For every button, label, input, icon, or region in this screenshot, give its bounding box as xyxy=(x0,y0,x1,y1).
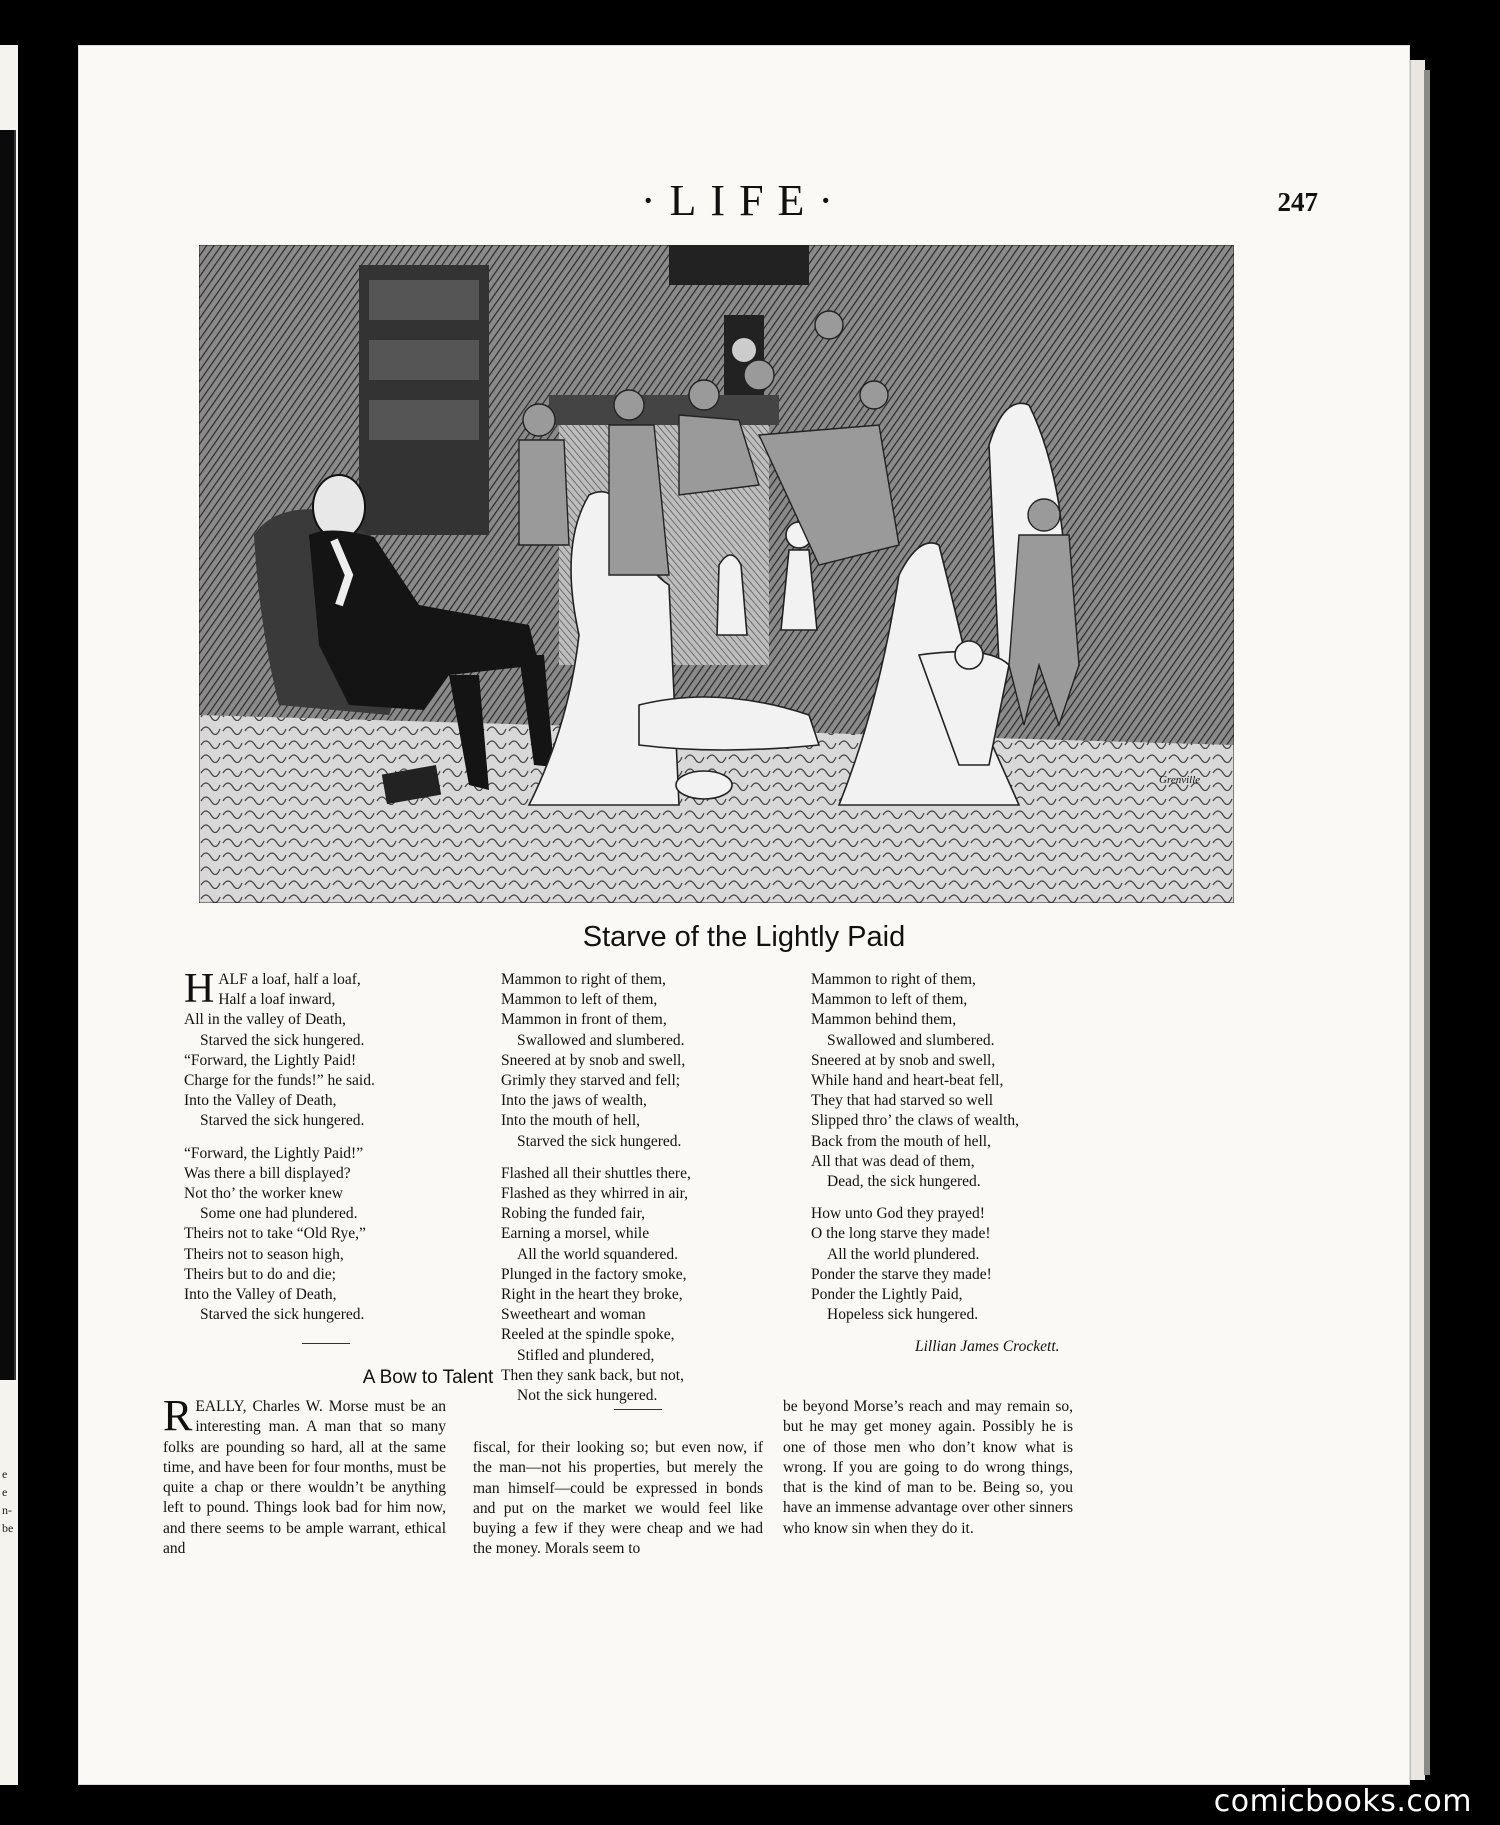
adjacent-page-fragment: e xyxy=(2,1467,8,1481)
poem-line: “Forward, the Lightly Paid! xyxy=(184,1051,357,1069)
poem-line: Mammon behind them, xyxy=(811,1011,957,1029)
poem-line: Was there a bill displayed? xyxy=(184,1164,351,1182)
poem-line: Theirs but to do and die; xyxy=(184,1265,336,1283)
poem-author: Lillian James Crockett. xyxy=(915,1338,1060,1356)
poem-line: Mammon to right of them, xyxy=(501,971,666,988)
poem-line-text: ALF a loaf, half a loaf, xyxy=(218,971,361,988)
poem-line: Not tho’ the worker knew xyxy=(184,1185,343,1203)
article-text-1: EALLY, Charles W. Morse must be an interesting man. A man that so many folks are pounding so hard, all at the same time, and have been for four months, must be quite a chap or there wouldn’t be anything left to pound. Things look bad for him now, and there seems to be ample warrant, ethical and xyxy=(163,1398,446,1558)
article-column-1 xyxy=(163,1391,446,1559)
poem-dropcap: H xyxy=(184,966,215,1012)
poem-line: Mammon in front of them, xyxy=(501,1011,667,1029)
poem-line: Robing the funded fair, xyxy=(501,1205,646,1223)
poem-line: Dead, the sick hungered. xyxy=(827,1173,981,1191)
poem-line: Flashed all their shuttles there, xyxy=(501,1164,691,1182)
poem-stanza xyxy=(501,970,821,1152)
poem-line: Mammon to left of them, xyxy=(811,991,968,1009)
poem-line: Swallowed and slumbered. xyxy=(827,1031,995,1049)
illustration-drawing xyxy=(199,245,1234,903)
cartoon-illustration xyxy=(199,245,1234,903)
poem-line: Sneered at by snob and swell, xyxy=(811,1051,996,1069)
article-title: A Bow to Talent xyxy=(362,1367,494,1388)
poem-line: Mammon to left of them, xyxy=(501,991,658,1009)
page-number: 247 xyxy=(1277,187,1318,217)
poem-title: Starve of the Lightly Paid xyxy=(582,921,906,953)
poem-line: Ponder the Lightly Paid, xyxy=(811,1286,963,1304)
poem-stanza xyxy=(811,970,1141,1192)
poem-line: Into the mouth of hell, xyxy=(501,1112,641,1130)
poem-line: Some one had plundered. xyxy=(200,1205,358,1223)
watermark: comicbooks.com xyxy=(1213,1784,1472,1819)
poem-line: How unto God they prayed! xyxy=(811,1205,985,1223)
article-text-3: be beyond Morse’s reach and may remain so, but he may get money again. Possibly he is one of those men who don’t know what is wrong. If you are going to do wrong things, that is the kind of man to be. Being so, you have an immense advantage over other sinners who know sin when they do it. xyxy=(783,1398,1073,1537)
poem-line: Starved the sick hungered. xyxy=(200,1306,365,1324)
poem-line: Sweetheart and woman xyxy=(501,1306,646,1324)
poem-line: Starved the sick hungered. xyxy=(517,1132,682,1150)
adjacent-page-fragment: n- xyxy=(2,1503,12,1517)
article-column-2 xyxy=(473,1438,763,1560)
poem-line: Earning a morsel, while xyxy=(501,1225,650,1243)
poem-line: Starved the sick hungered. xyxy=(200,1031,365,1049)
poem-line: Right in the heart they broke, xyxy=(501,1286,683,1304)
poem-line: They that had starved so well xyxy=(811,1092,994,1110)
poem-line: Slipped thro’ the claws of wealth, xyxy=(811,1112,1020,1130)
poem-line: Stifled and plundered, xyxy=(517,1346,655,1364)
artist-signature: Grenville xyxy=(1159,774,1201,786)
divider-rule xyxy=(614,1409,662,1410)
poem-line: While hand and heart-beat fell, xyxy=(811,1072,1004,1090)
poem-line: Into the Valley of Death, xyxy=(184,1092,337,1110)
poem-column-3 xyxy=(811,970,1141,1358)
poem-line: Plunged in the factory smoke, xyxy=(501,1265,687,1283)
poem-stanza xyxy=(184,966,504,1132)
poem-line: All the world squandered. xyxy=(517,1245,678,1263)
poem-line: Theirs not to take “Old Rye,” xyxy=(184,1225,366,1243)
poem-line: Half a loaf inward, xyxy=(218,991,336,1009)
poem-line: Starved the sick hungered. xyxy=(200,1112,365,1130)
adjacent-page-fragment: e xyxy=(2,1485,8,1499)
poem-column-2 xyxy=(501,970,821,1418)
poem-line: Grimly they starved and fell; xyxy=(501,1072,681,1090)
divider-rule xyxy=(302,1343,350,1344)
page-gutter xyxy=(0,130,16,1380)
poem-line: All in the valley of Death, xyxy=(184,1011,346,1029)
poem-line: All that was dead of them, xyxy=(811,1152,975,1170)
poem-stanza xyxy=(184,1144,504,1326)
poem-line: “Forward, the Lightly Paid!” xyxy=(184,1144,364,1162)
poem-line: Flashed as they whirred in air, xyxy=(501,1185,689,1203)
poem-column-1 xyxy=(184,966,504,1337)
poem-stanza xyxy=(811,1204,1141,1325)
article-dropcap: R xyxy=(163,1391,193,1440)
poem-line: Mammon to right of them, xyxy=(811,971,976,988)
poem-line: Then they sank back, but not, xyxy=(501,1366,684,1384)
article-column-3 xyxy=(783,1397,1073,1539)
poem-line: Back from the mouth of hell, xyxy=(811,1132,991,1150)
page-edge xyxy=(1410,60,1425,1780)
poem-line: Charge for the funds!” he said. xyxy=(184,1072,375,1090)
article-text-2: fiscal, for their looking so; but even now, if the man—not his properties, but merely the man himself—could be expressed in bonds and put on the market we would feel like buying a few if they were cheap and we had the money. Morals seem to xyxy=(473,1439,763,1558)
poem-line: Into the jaws of wealth, xyxy=(501,1092,647,1110)
poem-line: Sneered at by snob and swell, xyxy=(501,1051,686,1069)
magazine-page xyxy=(78,45,1410,1785)
poem-line: Theirs not to season high, xyxy=(184,1245,344,1263)
poem-line: O the long starve they made! xyxy=(811,1225,991,1243)
adjacent-page-fragment: be xyxy=(2,1521,14,1535)
poem-line: Reeled at the spindle spoke, xyxy=(501,1326,675,1344)
poem-line: Ponder the starve they made! xyxy=(811,1265,992,1283)
masthead: ·LIFE· xyxy=(640,176,848,225)
poem-line: Swallowed and slumbered. xyxy=(517,1031,685,1049)
poem-line: Into the Valley of Death, xyxy=(184,1286,337,1304)
poem-line: All the world plundered. xyxy=(827,1245,980,1263)
page-edge-shadow xyxy=(1424,70,1430,1775)
poem-line: Not the sick hungered. xyxy=(517,1387,658,1405)
poem-line: Hopeless sick hungered. xyxy=(827,1306,979,1324)
